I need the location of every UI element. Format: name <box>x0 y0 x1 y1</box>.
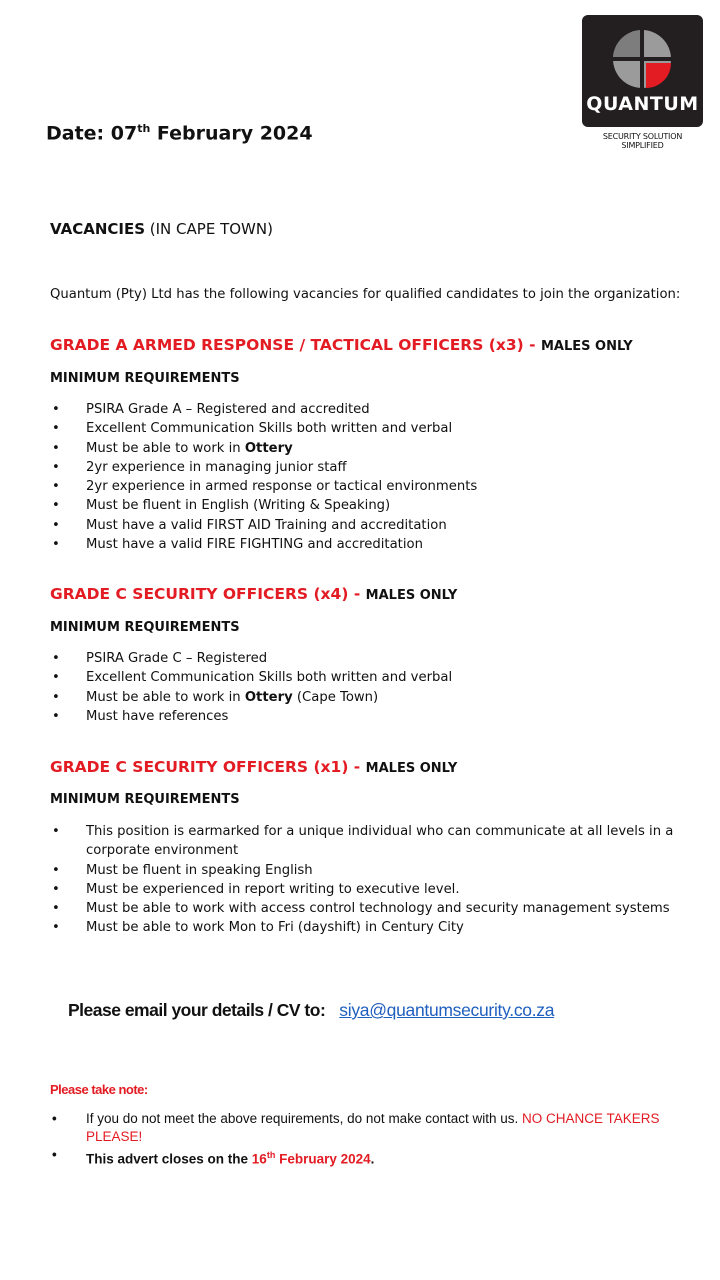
list-item: • 2yr experience in armed response or tactical environments <box>50 477 690 496</box>
list-item: • Excellent Communication Skills both written and verbal <box>50 668 690 687</box>
list-item: • Must be able to work with access control technology and security management systems <box>50 899 690 918</box>
job-title-grade-c-x4: GRADE C SECURITY OFFICERS (x4) - MALES ONLY <box>50 585 458 603</box>
list-item: • Must be fluent in speaking English <box>50 861 690 880</box>
requirements-heading: MINIMUM REQUIREMENTS <box>50 371 240 386</box>
list-item: • Excellent Communication Skills both written and verbal <box>50 419 690 438</box>
list-item: • PSIRA Grade A – Registered and accredited <box>50 400 690 419</box>
requirements-list-grade-c-x1 <box>50 822 690 938</box>
vacancies-heading: VACANCIES (IN CAPE TOWN) <box>50 220 273 238</box>
job-title-grade-a: GRADE A ARMED RESPONSE / TACTICAL OFFICERS (x3) - MALES ONLY <box>50 336 633 354</box>
job-title-grade-c-x1: GRADE C SECURITY OFFICERS (x1) - MALES ONLY <box>50 758 458 776</box>
email-link[interactable]: siya@quantumsecurity.co.za <box>339 1000 555 1020</box>
document-date: Date: 07th February 2024 <box>46 122 313 145</box>
list-item: • Must have references <box>50 707 690 726</box>
requirements-list-grade-a <box>50 400 690 554</box>
company-logo <box>582 15 703 127</box>
email-instruction: Please email your details / CV to: siya@quantumsecurity.co.za <box>68 1000 555 1020</box>
list-item: • Must have a valid FIRST AID Training and accreditation <box>50 516 690 535</box>
list-item: • Must be fluent in English (Writing & Speaking) <box>50 496 690 515</box>
list-item: • Must be experienced in report writing to executive level. <box>50 880 690 899</box>
list-item: • Must be able to work in Ottery (Cape Town) <box>50 688 690 707</box>
note-title: Please take note: <box>50 1082 148 1097</box>
intro-text: Quantum (Pty) Ltd has the following vacancies for qualified candidates to join the organization: <box>50 287 681 302</box>
list-item: • Must be able to work Mon to Fri (dayshift) in Century City <box>50 918 690 937</box>
requirements-heading: MINIMUM REQUIREMENTS <box>50 792 240 807</box>
list-item: • This advert closes on the 16th February 2024. <box>50 1146 670 1169</box>
list-item: • PSIRA Grade C – Registered <box>50 649 690 668</box>
logo-wordmark: QUANTUM <box>586 93 699 115</box>
list-item: • 2yr experience in managing junior staff <box>50 458 690 477</box>
list-item: • Must have a valid FIRE FIGHTING and accreditation <box>50 535 690 554</box>
requirements-heading: MINIMUM REQUIREMENTS <box>50 620 240 635</box>
list-item: • This position is earmarked for a unique individual who can communicate at all levels in a corporate environment <box>50 822 690 861</box>
requirements-list-grade-c-x4 <box>50 649 690 726</box>
quantum-emblem-icon <box>610 27 674 91</box>
list-item: • If you do not meet the above requirements, do not make contact with us. NO CHANCE TAKERS PLEASE! <box>50 1110 670 1146</box>
logo-tagline: SECURITY SOLUTION SIMPLIFIED <box>602 132 683 150</box>
note-list <box>50 1110 670 1169</box>
list-item: • Must be able to work in Ottery <box>50 439 690 458</box>
